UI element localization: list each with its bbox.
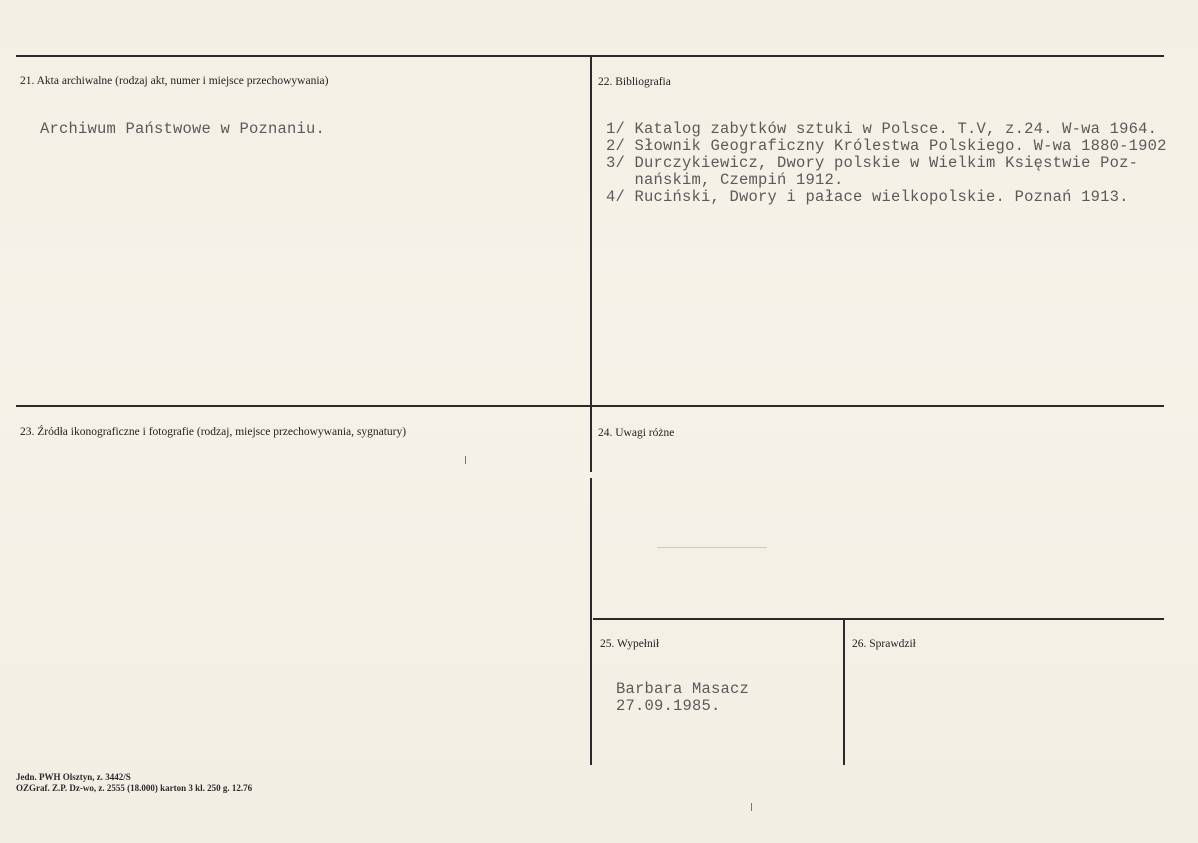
filled-by-name: Barbara Masacz <box>616 680 750 698</box>
pen-mark-bottom <box>751 803 752 811</box>
section-25-label: 25. Wypełnił <box>600 638 660 650</box>
signature-rule <box>593 618 1164 620</box>
bibliography-entry-4: 4/ Ruciński, Dwory i pałace wielkopolskie. Poznań 1913. <box>606 188 1129 206</box>
section-26-label: 26. Sprawdził <box>852 638 916 650</box>
pen-mark <box>465 456 466 464</box>
faint-mark <box>657 547 767 548</box>
bibliography-entry-1: 1/ Katalog zabytków sztuki w Polsce. T.V, z.24. W-wa 1964. <box>606 120 1158 138</box>
section-23-label: 23. Źródła ikonograficzne i fotografie (rodzaj, miejsce przechowywania, sygnatury) <box>20 426 407 438</box>
printer-info-line-2: OZGraf. Z.P. Dz-wo, z. 2555 (18.000) karton 3 kl. 250 g. 12.76 <box>16 783 253 793</box>
printer-info-line-1: Jedn. PWH Olsztyn, z. 3442/S <box>16 772 131 782</box>
signature-divider <box>843 619 845 765</box>
bibliography-entry-3-cont: nańskim, Czempiń 1912. <box>606 171 844 189</box>
bibliography-entry-2: 2/ Słownik Geograficzny Królestwa Polskiego. W-wa 1880-1902 <box>606 137 1167 155</box>
filled-by-date: 27.09.1985. <box>616 697 721 715</box>
section-24-label: 24. Uwagi różne <box>598 427 675 439</box>
center-divider-bottom <box>590 478 592 765</box>
center-divider-top <box>590 56 592 472</box>
section-21-label: 21. Akta archiwalne (rodzaj akt, numer i miejsce przechowywania) <box>20 75 329 87</box>
bibliography-entry-3: 3/ Durczykiewicz, Dwory polskie w Wielkim Księstwie Poz- <box>606 154 1139 172</box>
bibliography-list <box>606 121 1167 206</box>
section-21-value: Archiwum Państwowe w Poznaniu. <box>40 120 326 138</box>
section-22-label: 22. Bibliografia <box>598 76 671 88</box>
